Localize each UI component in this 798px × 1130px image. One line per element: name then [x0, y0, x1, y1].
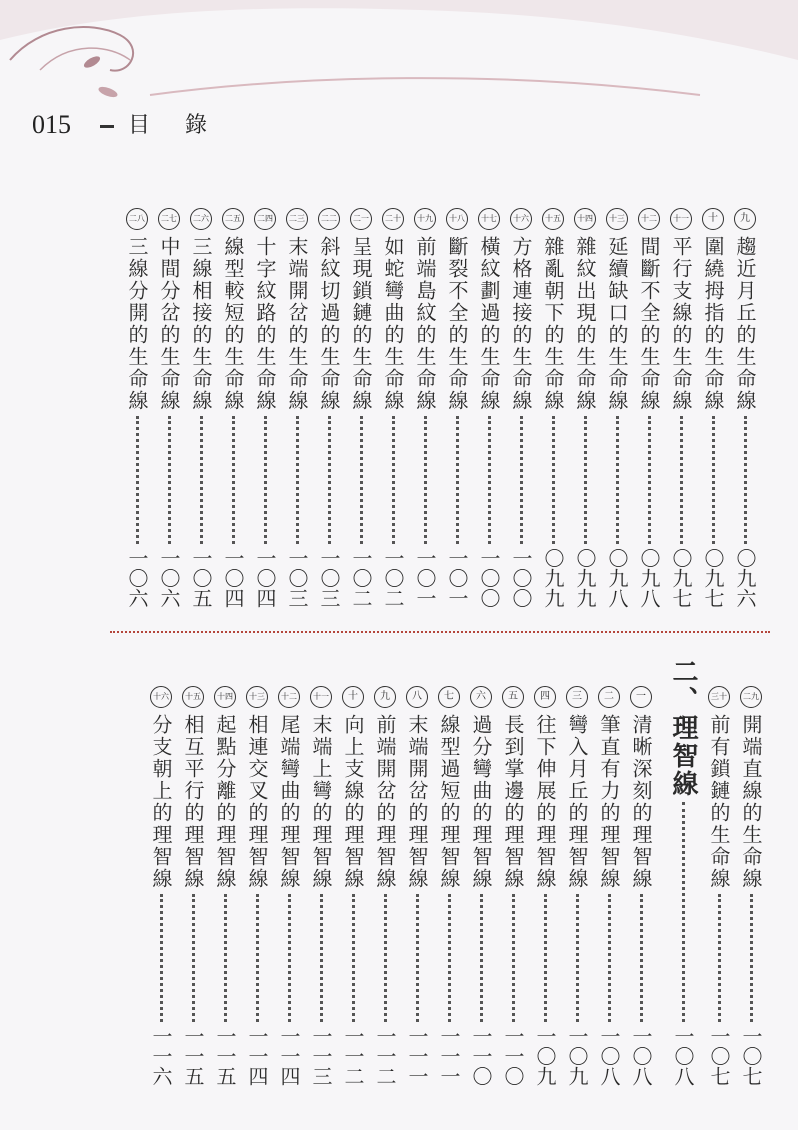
toc-entry — [595, 686, 623, 1086]
toc-entry — [251, 208, 279, 608]
toc-entry — [603, 208, 631, 608]
entry-title: 方格連接的生命線 — [509, 236, 533, 412]
toc-entry — [667, 208, 695, 608]
dot-leader — [456, 416, 459, 544]
entry-number: 十三 — [606, 208, 628, 230]
dot-leader — [360, 416, 363, 544]
entry-page: 一〇三 — [317, 548, 341, 608]
entry-title: 相互平行的理智線 — [181, 714, 205, 890]
entry-title: 長到掌邊的理智線 — [501, 714, 525, 890]
entry-title: 末端開岔的生命線 — [285, 236, 309, 412]
entry-page: 一〇四 — [221, 548, 245, 608]
dot-leader — [448, 894, 451, 1022]
dot-leader — [352, 894, 355, 1022]
entry-title: 起點分離的理智線 — [213, 714, 237, 890]
dot-leader — [512, 894, 515, 1022]
entry-page: 一〇四 — [253, 548, 277, 608]
entry-number: 二七 — [158, 208, 180, 230]
toc-entry — [379, 208, 407, 608]
toc-entry — [737, 686, 765, 1086]
entry-page: 一一五 — [181, 1026, 205, 1086]
entry-number: 十四 — [574, 208, 596, 230]
dot-leader — [680, 416, 683, 544]
entry-title: 末端上彎的理智線 — [309, 714, 333, 890]
toc-entry — [531, 686, 559, 1086]
entry-title: 三線相接的生命線 — [189, 236, 213, 412]
dot-leader — [392, 416, 395, 544]
entry-title: 間斷不全的生命線 — [637, 236, 661, 412]
entry-title: 向上支線的理智線 — [341, 714, 365, 890]
entry-number: 九 — [734, 208, 756, 230]
entry-number: 十九 — [414, 208, 436, 230]
entry-number: 二六 — [190, 208, 212, 230]
entry-page: 一〇七 — [707, 1026, 731, 1086]
entry-page: 一一一 — [437, 1026, 461, 1086]
entry-page: 一一四 — [277, 1026, 301, 1086]
entry-number: 八 — [406, 686, 428, 708]
entry-number: 七 — [438, 686, 460, 708]
entry-number: 二四 — [254, 208, 276, 230]
entry-title: 斜紋切過的生命線 — [317, 236, 341, 412]
entry-page: 一〇三 — [285, 548, 309, 608]
dot-leader — [256, 894, 259, 1022]
toc-entry — [411, 208, 439, 608]
dot-leader — [584, 416, 587, 544]
dot-leader — [718, 894, 721, 1022]
toc-entry — [475, 208, 503, 608]
entry-title: 相連交叉的理智線 — [245, 714, 269, 890]
entry-number: 二九 — [740, 686, 762, 708]
entry-page: 〇九七 — [701, 548, 725, 608]
entry-page: 一〇九 — [565, 1026, 589, 1086]
entry-page: 一〇七 — [739, 1026, 763, 1086]
entry-number: 一 — [630, 686, 652, 708]
dot-leader — [750, 894, 753, 1022]
toc-section-heading — [666, 658, 700, 1086]
toc-entry — [243, 686, 271, 1086]
entry-title: 延續缺口的生命線 — [605, 236, 629, 412]
entry-title: 呈現鎖鏈的生命線 — [349, 236, 373, 412]
entry-title: 圍繞拇指的生命線 — [701, 236, 725, 412]
toc-entry — [443, 208, 471, 608]
toc-entry — [571, 208, 599, 608]
entry-page: 一一二 — [341, 1026, 365, 1086]
dot-leader — [200, 416, 203, 544]
entry-title: 開端直線的生命線 — [739, 714, 763, 890]
dot-leader — [328, 416, 331, 544]
dot-leader — [640, 894, 643, 1022]
entry-title: 中間分岔的生命線 — [157, 236, 181, 412]
dot-leader — [264, 416, 267, 544]
entry-number: 十一 — [310, 686, 332, 708]
entry-number: 二五 — [222, 208, 244, 230]
entry-page: 一一二 — [373, 1026, 397, 1086]
entry-page: 一一四 — [245, 1026, 269, 1086]
entry-number: 二十 — [382, 208, 404, 230]
dot-leader — [288, 894, 291, 1022]
toc-entry — [403, 686, 431, 1086]
toc-entry — [731, 208, 759, 608]
entry-title: 前端島紋的生命線 — [413, 236, 437, 412]
entry-title: 斷裂不全的生命線 — [445, 236, 469, 412]
entry-number: 十五 — [182, 686, 204, 708]
toc-entry — [187, 208, 215, 608]
toc-entry — [307, 686, 335, 1086]
toc-entry — [627, 686, 655, 1086]
entry-title: 前端開岔的理智線 — [373, 714, 397, 890]
entry-title: 橫紋劃過的生命線 — [477, 236, 501, 412]
dot-leader — [224, 894, 227, 1022]
entry-page: 〇九七 — [669, 548, 693, 608]
decorative-swirl — [0, 0, 798, 125]
entry-number: 四 — [534, 686, 556, 708]
entry-number: 十三 — [246, 686, 268, 708]
toc-entry — [705, 686, 733, 1086]
entry-page: 〇九六 — [733, 548, 757, 608]
toc-entry — [435, 686, 463, 1086]
toc-entry — [507, 208, 535, 608]
entry-page: 一〇一 — [445, 548, 469, 608]
toc-entry — [315, 208, 343, 608]
dot-leader — [384, 894, 387, 1022]
entry-page: 一〇二 — [349, 548, 373, 608]
entry-number: 十 — [342, 686, 364, 708]
toc-entry — [635, 208, 663, 608]
entry-title: 雜紋出現的生命線 — [573, 236, 597, 412]
entry-page: 一〇五 — [189, 548, 213, 608]
entry-page: 〇九八 — [605, 548, 629, 608]
entry-title: 筆直有力的理智線 — [597, 714, 621, 890]
dot-leader — [576, 894, 579, 1022]
entry-page: 一一六 — [149, 1026, 173, 1086]
toc-entry — [179, 686, 207, 1086]
entry-page: 一一一 — [405, 1026, 429, 1086]
entry-page: 一一〇 — [469, 1026, 493, 1086]
toc-entry — [347, 208, 375, 608]
dot-leader — [648, 416, 651, 544]
entry-number: 十六 — [510, 208, 532, 230]
entry-page: 一一五 — [213, 1026, 237, 1086]
entry-page: 一〇八 — [597, 1026, 621, 1086]
dot-leader — [424, 416, 427, 544]
entry-page: 一〇一 — [413, 548, 437, 608]
dot-leader — [608, 894, 611, 1022]
entry-page: 一〇〇 — [477, 548, 501, 608]
section-divider — [110, 631, 770, 633]
entry-page: 一〇八 — [671, 1026, 695, 1086]
entry-title: 如蛇彎曲的生命線 — [381, 236, 405, 412]
toc-entry — [371, 686, 399, 1086]
entry-number: 十一 — [670, 208, 692, 230]
toc-entry — [123, 208, 151, 608]
toc-entry — [147, 686, 175, 1086]
entry-page: 一〇六 — [157, 548, 181, 608]
entry-page: 一〇八 — [629, 1026, 653, 1086]
entry-number: 六 — [470, 686, 492, 708]
dot-leader — [192, 894, 195, 1022]
dot-leader — [544, 894, 547, 1022]
dot-leader — [744, 416, 747, 544]
entry-title: 線型較短的生命線 — [221, 236, 245, 412]
entry-number: 十四 — [214, 686, 236, 708]
entry-title: 平行支線的生命線 — [669, 236, 693, 412]
entry-page: 〇九九 — [573, 548, 597, 608]
entry-number: 十二 — [278, 686, 300, 708]
toc-entry — [467, 686, 495, 1086]
toc-entry — [499, 686, 527, 1086]
entry-number: 二 — [598, 686, 620, 708]
toc-entry — [211, 686, 239, 1086]
dot-leader — [320, 894, 323, 1022]
entry-number: 十五 — [542, 208, 564, 230]
entry-title: 彎入月丘的理智線 — [565, 714, 589, 890]
entry-page: 一一三 — [309, 1026, 333, 1086]
entry-number: 十 — [702, 208, 724, 230]
entry-page: 一一〇 — [501, 1026, 525, 1086]
entry-title: 清晰深刻的理智線 — [629, 714, 653, 890]
entry-title: 往下伸展的理智線 — [533, 714, 557, 890]
toc-entry — [275, 686, 303, 1086]
entry-number: 三 — [566, 686, 588, 708]
entry-page: 〇九九 — [541, 548, 565, 608]
toc-entry — [539, 208, 567, 608]
entry-title: 趨近月丘的生命線 — [733, 236, 757, 412]
entry-page: 一〇六 — [125, 548, 149, 608]
dot-leader — [520, 416, 523, 544]
toc-entry — [219, 208, 247, 608]
entry-number: 二三 — [286, 208, 308, 230]
dot-leader — [552, 416, 555, 544]
entry-number: 二八 — [126, 208, 148, 230]
entry-number: 十二 — [638, 208, 660, 230]
dot-leader — [682, 802, 685, 1022]
toc-entry — [155, 208, 183, 608]
entry-number: 九 — [374, 686, 396, 708]
dot-leader — [160, 894, 163, 1022]
dot-leader — [168, 416, 171, 544]
entry-number: 三十 — [708, 686, 730, 708]
dot-leader — [480, 894, 483, 1022]
entry-number: 二二 — [318, 208, 340, 230]
dot-leader — [488, 416, 491, 544]
toc-entry — [339, 686, 367, 1086]
dot-leader — [416, 894, 419, 1022]
entry-title: 三線分開的生命線 — [125, 236, 149, 412]
page-title: 目 錄 — [128, 113, 221, 138]
entry-page: 〇九八 — [637, 548, 661, 608]
entry-title: 雜亂朝下的生命線 — [541, 236, 565, 412]
toc-entry — [563, 686, 591, 1086]
entry-title: 十字紋路的生命線 — [253, 236, 277, 412]
page-number: 015 — [32, 110, 71, 139]
toc-entry — [699, 208, 727, 608]
section-title: 二、理智線 — [668, 658, 698, 798]
entry-title: 過分彎曲的理智線 — [469, 714, 493, 890]
entry-number: 二一 — [350, 208, 372, 230]
dot-leader — [232, 416, 235, 544]
dot-leader — [136, 416, 139, 544]
entry-title: 尾端彎曲的理智線 — [277, 714, 301, 890]
entry-number: 五 — [502, 686, 524, 708]
entry-title: 線型過短的理智線 — [437, 714, 461, 890]
entry-page: 一〇九 — [533, 1026, 557, 1086]
entry-title: 分支朝上的理智線 — [149, 714, 173, 890]
dot-leader — [712, 416, 715, 544]
entry-number: 十六 — [150, 686, 172, 708]
dot-leader — [616, 416, 619, 544]
entry-number: 十七 — [478, 208, 500, 230]
entry-page: 一〇〇 — [509, 548, 533, 608]
entry-title: 前有鎖鏈的生命線 — [707, 714, 731, 890]
entry-page: 一〇二 — [381, 548, 405, 608]
dot-leader — [296, 416, 299, 544]
toc-entry — [283, 208, 311, 608]
entry-title: 末端開岔的理智線 — [405, 714, 429, 890]
entry-number: 十八 — [446, 208, 468, 230]
header-dash — [100, 125, 114, 128]
